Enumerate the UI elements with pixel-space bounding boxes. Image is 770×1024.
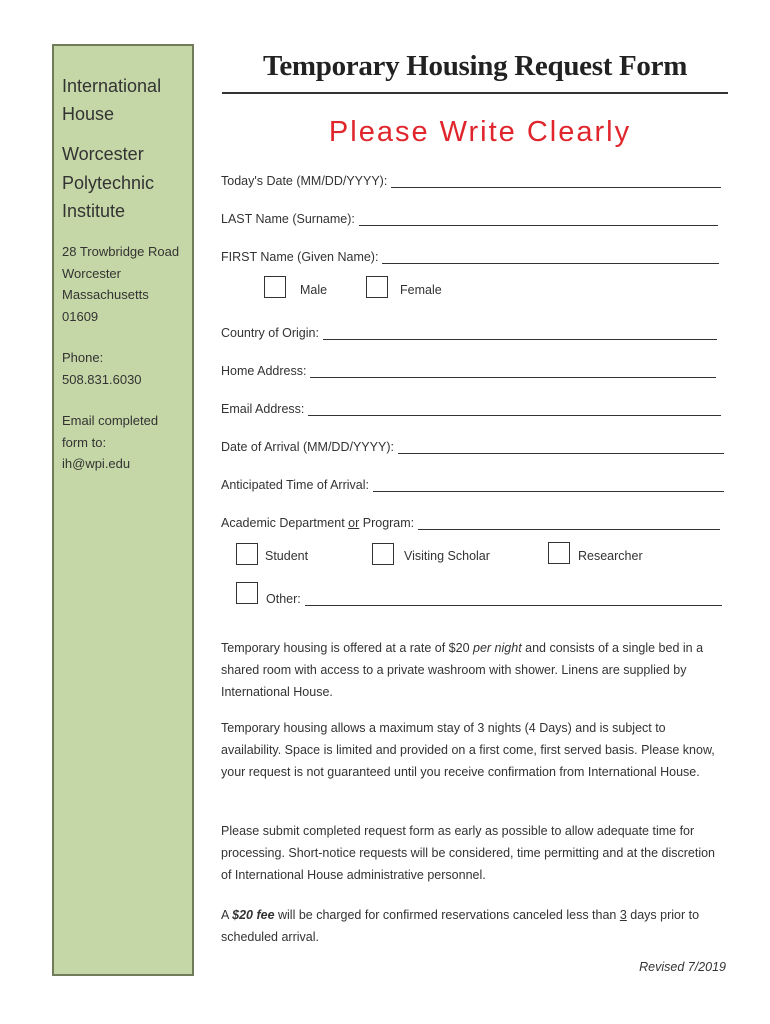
female-label: Female [400,283,442,297]
arrival-date-label: Date of Arrival (MM/DD/YYYY): [221,440,394,454]
rate-text-b: and consists of a single bed in a shared room with access to a private washroom with shower. Linens are supplied by International House. [221,641,704,699]
academic-dept-row [221,510,720,530]
todays-date-row [221,168,721,188]
submission-paragraph: Please submit completed request form as early as possible to allow adequate time for processing. Short-notice requests will be considered, time permitting and at the discretion of International House administrative personnel. [221,824,716,882]
org-name-line1: International [62,76,162,96]
last-name-input[interactable] [359,211,718,226]
address-line1: 28 Trowbridge Road [62,244,180,259]
last-name-row [221,206,718,226]
student-checkbox[interactable] [236,543,258,565]
page-title: Temporary Housing Request Form [262,50,688,82]
revision-date: Revised 7/2019 [639,960,726,974]
academic-dept-label-b: Program: [359,516,415,530]
country-row [221,320,717,340]
arrival-date-input[interactable] [398,439,724,454]
other-input[interactable] [305,591,722,606]
researcher-checkbox[interactable] [548,542,570,564]
female-checkbox[interactable] [366,276,388,298]
student-label: Student [265,549,309,563]
sidebar [52,44,194,976]
academic-dept-label [221,516,418,530]
page-subtitle: Please Write Clearly [328,116,632,148]
rate-text-a: Temporary housing is offered at a rate of $20 [221,641,474,655]
org-name-line2: House [62,104,115,124]
first-name-label: FIRST Name (Given Name): [221,250,379,264]
arrival-time-label: Anticipated Time of Arrival: [221,478,369,492]
title-divider [222,92,728,94]
cancel-text-c: days prior to scheduled arrival. [221,908,700,944]
researcher-label: Researcher [578,549,643,563]
male-checkbox[interactable] [264,276,286,298]
academic-dept-label-or: or [348,516,360,530]
email-instruction-line2: form to: [62,434,107,450]
address-line2: Worcester [62,265,121,281]
cancellation-paragraph [221,904,726,948]
todays-date-label: Today's Date (MM/DD/YYYY): [221,174,388,188]
stay-limit-paragraph: Temporary housing allows a maximum stay of 3 nights (4 Days) and is subject to availability. Space is limited and provided on a first come, first served basis. Please know, your request is not guaranteed until you receive confirmation from International House. [221,721,715,779]
first-name-row [221,244,719,264]
country-input[interactable] [323,325,717,340]
todays-date-input[interactable] [391,173,721,188]
university-line2: Polytechnic [62,173,155,193]
phone-label: Phone: [62,350,104,365]
arrival-time-row [221,472,724,492]
cancel-text-a: A [221,908,233,922]
other-checkbox[interactable] [236,582,258,604]
home-address-row [221,358,716,378]
first-name-input[interactable] [382,249,719,264]
academic-dept-label-a: Academic Department [221,516,349,530]
country-label: Country of Origin: [221,326,319,340]
arrival-time-input[interactable] [373,477,724,492]
last-name-label: LAST Name (Surname): [221,212,355,226]
email-instruction-line1: Email completed [62,413,159,428]
university-line1: Worcester [62,144,144,164]
email-address-input[interactable] [308,401,721,416]
email-address-row [221,396,721,416]
rate-paragraph [221,637,726,703]
other-row [266,586,722,606]
rate-emphasis: per night [473,641,522,655]
cancel-fee: $20 fee [232,908,275,922]
home-address-input[interactable] [310,363,716,378]
other-label: Other: [266,592,301,606]
university-line3: Institute [62,201,126,221]
academic-dept-input[interactable] [418,515,720,530]
cancel-text-b: will be charged for confirmed reservations canceled less than [274,908,620,922]
contact-email: ih@wpi.edu [62,456,131,471]
visiting-scholar-label: Visiting Scholar [404,549,490,563]
home-address-label: Home Address: [221,364,307,378]
email-address-label: Email Address: [221,402,305,416]
address-line3: Massachusetts [62,287,149,302]
address-line4: 01609 [62,308,99,324]
visiting-scholar-checkbox[interactable] [372,543,394,565]
cancel-days: 3 [619,908,627,922]
male-label: Male [300,283,328,297]
arrival-date-row [221,434,724,454]
phone-number: 508.831.6030 [62,371,142,387]
